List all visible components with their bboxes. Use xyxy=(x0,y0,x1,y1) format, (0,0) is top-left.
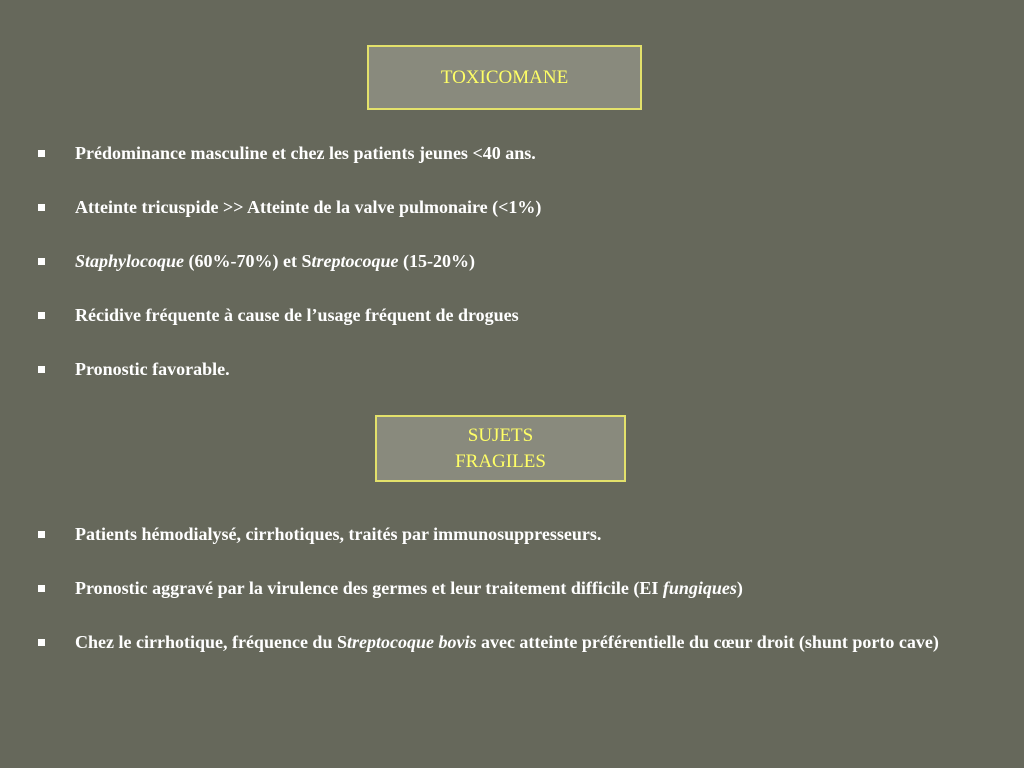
bullet-text: (60%-70%) et S xyxy=(184,251,312,271)
bullet-text-italic: Staphylocoque xyxy=(75,251,185,271)
section-title-sujets-fragiles xyxy=(375,415,626,482)
square-bullet-icon xyxy=(38,150,45,157)
list-item xyxy=(0,359,955,380)
bullet-text: (15-20%) xyxy=(398,251,475,271)
bullet-text: Chez le cirrhotique, fréquence du S xyxy=(75,632,347,652)
bullet-text: Pronostic aggravé par la virulence des germes et leur traitement difficile (EI xyxy=(75,578,663,598)
square-bullet-icon xyxy=(38,204,45,211)
bullet-text: Pronostic favorable. xyxy=(75,359,230,379)
square-bullet-icon xyxy=(38,366,45,373)
bullet-text: avec atteinte préférentielle du cœur droit (shunt porto cave) xyxy=(476,632,939,652)
bullet-text: Patients hémodialysé, cirrhotiques, traités par immunosuppresseurs. xyxy=(75,524,602,544)
bullet-text-italic: fungiques xyxy=(662,578,737,598)
list-item xyxy=(0,251,955,272)
square-bullet-icon xyxy=(38,585,45,592)
list-item xyxy=(0,197,955,218)
list-item xyxy=(0,632,955,653)
list-item xyxy=(0,578,955,599)
bullet-text-italic: treptocoque bovis xyxy=(346,632,477,652)
bullet-text: Récidive fréquente à cause de l’usage fréquent de drogues xyxy=(75,305,519,325)
bullet-list-toxicomane xyxy=(0,143,955,413)
square-bullet-icon xyxy=(38,312,45,319)
section-title-toxicomane xyxy=(367,45,642,110)
section-title-line1: SUJETS xyxy=(467,424,534,446)
square-bullet-icon xyxy=(38,258,45,265)
list-item xyxy=(0,524,955,545)
bullet-text: Prédominance masculine et chez les patients jeunes <40 ans. xyxy=(75,143,536,163)
bullet-text: Atteinte tricuspide >> Atteinte de la valve pulmonaire (<1%) xyxy=(75,197,542,217)
section-title-text: TOXICOMANE xyxy=(440,66,569,88)
list-item xyxy=(0,305,955,326)
section-title-line2: FRAGILES xyxy=(455,450,546,472)
list-item xyxy=(0,143,955,164)
bullet-text: ) xyxy=(736,578,743,598)
bullet-list-sujets-fragiles xyxy=(0,524,955,686)
bullet-text-italic: treptocoque xyxy=(311,251,399,271)
square-bullet-icon xyxy=(38,531,45,538)
square-bullet-icon xyxy=(38,639,45,646)
